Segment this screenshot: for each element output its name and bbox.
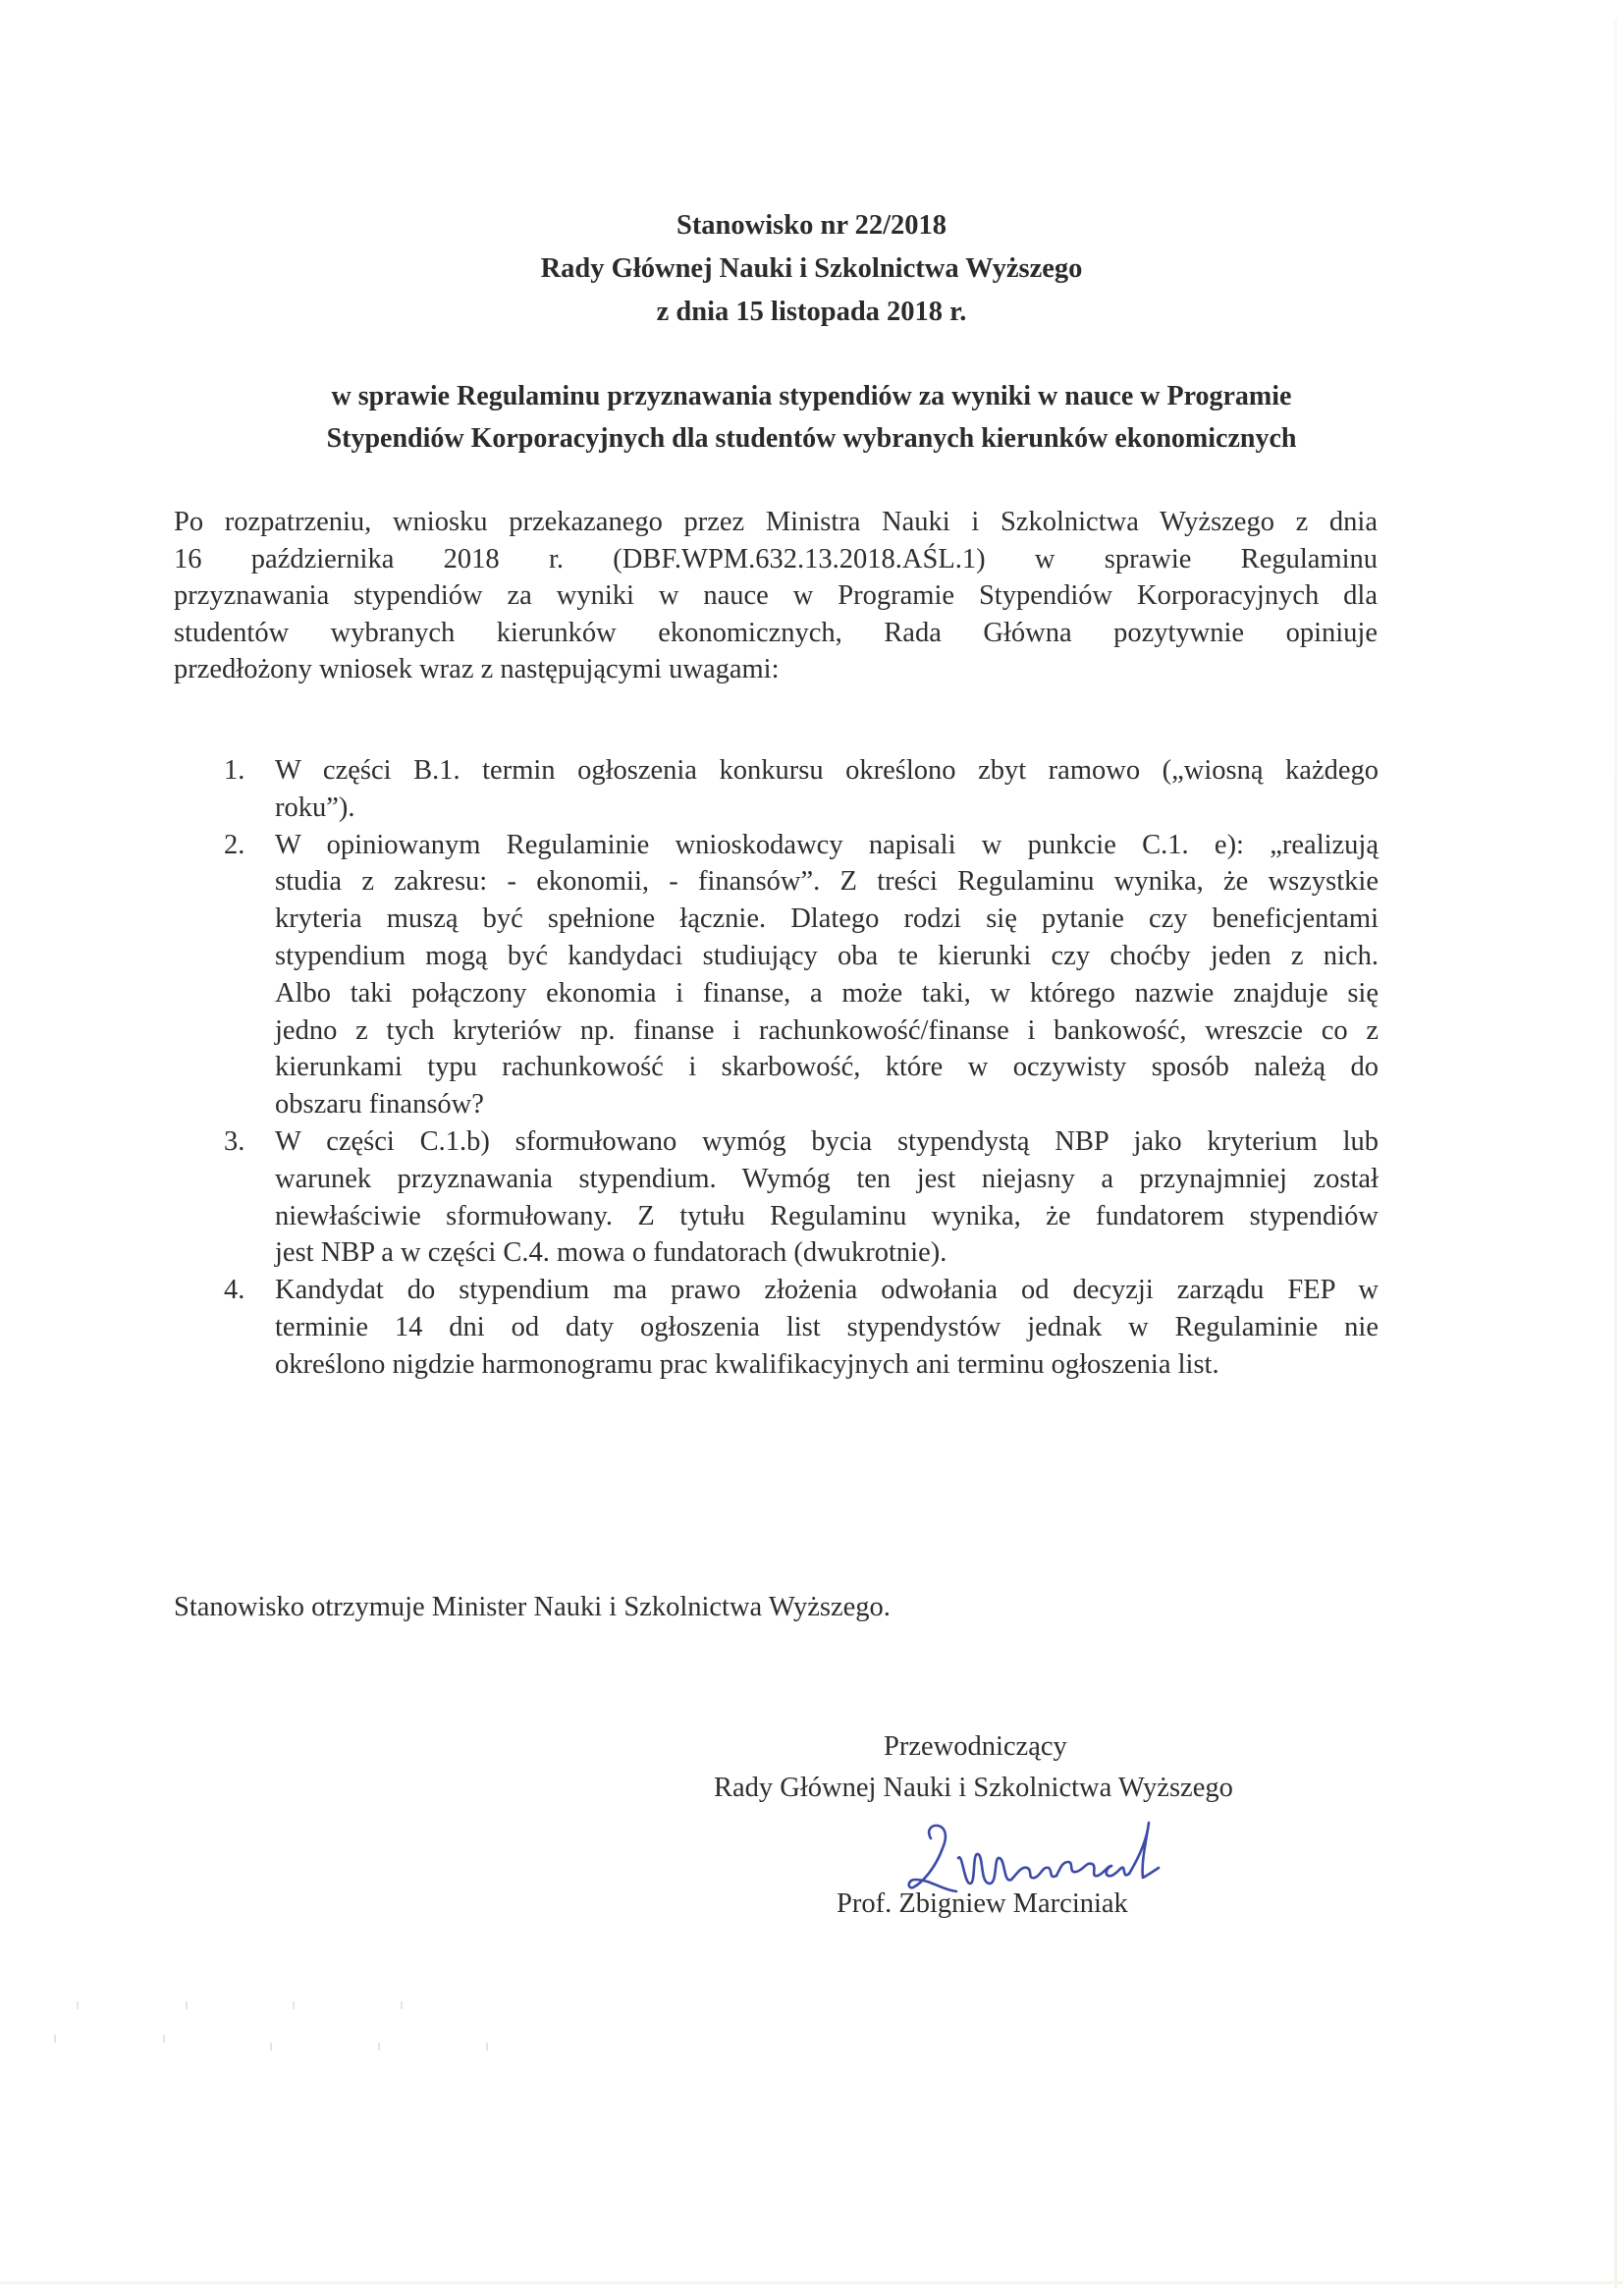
list-item: [0, 1272, 1623, 1383]
closing-statement: Stanowisko otrzymuje Minister Nauki i Szkolnictwa Wyższego.: [174, 1592, 891, 1622]
list-item-line: jest NBP a w części C.4. mowa o fundatorach (dwukrotnie).: [275, 1237, 947, 1269]
paragraph-line: przedłożony wniosek wraz z następującymi uwagami:: [174, 654, 780, 684]
list-item: [0, 827, 1623, 1123]
paragraph-line: przyznawania stypendiów za wyniki w nauce w Programie Stypendiów Korporacyjnych dla: [174, 580, 1378, 611]
paragraph-line: studentów wybranych kierunków ekonomicznych, Rada Główna pozytywnie opiniuje: [174, 617, 1378, 648]
list-item: [0, 752, 1623, 827]
signatory-organization: Rady Głównej Nauki i Szkolnictwa Wyższego: [714, 1773, 1233, 1803]
signatory-name: Prof. Zbigniew Marciniak: [837, 1888, 1128, 1919]
list-item-line: kierunkami typu rachunkowość i skarbowość, które w oczywisty sposób należą do: [275, 1052, 1379, 1083]
list-item-line: obszaru finansów?: [275, 1089, 484, 1121]
paragraph-line: 16 października 2018 r. (DBF.WPM.632.13.2018.AŚL.1) w sprawie Regulaminu: [174, 543, 1378, 574]
page-edge: [0, 2281, 1623, 2284]
handwritten-signature: [901, 1819, 1196, 1897]
list-item-line: roku”).: [275, 792, 355, 823]
list-item-line: warunek przyznawania stypendium. Wymóg ten jest niejasny a przynajmniej został: [275, 1163, 1379, 1194]
document-subject: [0, 375, 1623, 460]
list-item: [0, 1123, 1623, 1272]
list-item-line: Kandydat do stypendium ma prawo złożenia odwołania od decyzji zarządu FEP w: [275, 1275, 1379, 1306]
issuing-body: Rady Głównej Nauki i Szkolnictwa Wyższego: [540, 253, 1083, 284]
signatory-role: Przewodniczący: [884, 1731, 1067, 1762]
list-item-line: W opiniowanym Regulaminie wnioskodawcy napisali w punkcie C.1. e): „realizują: [275, 829, 1379, 860]
list-number: 1.: [224, 755, 245, 786]
document-header: [0, 204, 1623, 334]
list-item-line: Albo taki połączony ekonomia i finanse, a może taki, w którego nazwie znajduje się: [275, 977, 1379, 1009]
remarks-list: [0, 752, 1623, 1384]
list-item-line: określono nigdzie harmonogramu prac kwalifikacyjnych ani terminu ogłoszenia list.: [275, 1348, 1219, 1380]
subject-line: w sprawie Regulaminu przyznawania stypendiów za wyniki w nauce w Programie: [331, 381, 1292, 411]
list-item-line: W części B.1. termin ogłoszenia konkursu określono zbyt ramowo („wiosną każdego: [275, 755, 1379, 786]
list-item-line: jedno z tych kryteriów np. finanse i rachunkowość/finanse i bankowość, wreszcie co z: [275, 1014, 1379, 1046]
list-number: 2.: [224, 829, 245, 860]
document-number: Stanowisko nr 22/2018: [676, 210, 947, 241]
list-number: 4.: [224, 1275, 245, 1306]
list-item-line: stypendium mogą być kandydaci studiujący oba te kierunki czy choćby jeden z nich.: [275, 940, 1379, 971]
subject-line: Stypendiów Korporacyjnych dla studentów wybranych kierunków ekonomicznych: [326, 423, 1297, 454]
list-item-line: terminie 14 dni od daty ogłoszenia list stypendystów jednak w Regulaminie nie: [275, 1311, 1379, 1342]
intro-paragraph: [174, 504, 1378, 688]
list-item-line: kryteria muszą być spełnione łącznie. Dlatego rodzi się pytanie czy beneficjentami: [275, 903, 1379, 935]
document-date: z dnia 15 listopada 2018 r.: [656, 297, 967, 327]
list-item-line: niewłaściwie sformułowany. Z tytułu Regulaminu wynika, że fundatorem stypendiów: [275, 1200, 1379, 1231]
paragraph-line: Po rozpatrzeniu, wniosku przekazanego przez Ministra Nauki i Szkolnictwa Wyższego z dnia: [174, 507, 1378, 537]
list-number: 3.: [224, 1125, 245, 1157]
list-item-line: studia z zakresu: - ekonomii, - finansów”. Z treści Regulaminu wynika, że wszystkie: [275, 866, 1379, 898]
list-item-line: W części C.1.b) sformułowano wymóg bycia stypendystą NBP jako kryterium lub: [275, 1125, 1379, 1157]
